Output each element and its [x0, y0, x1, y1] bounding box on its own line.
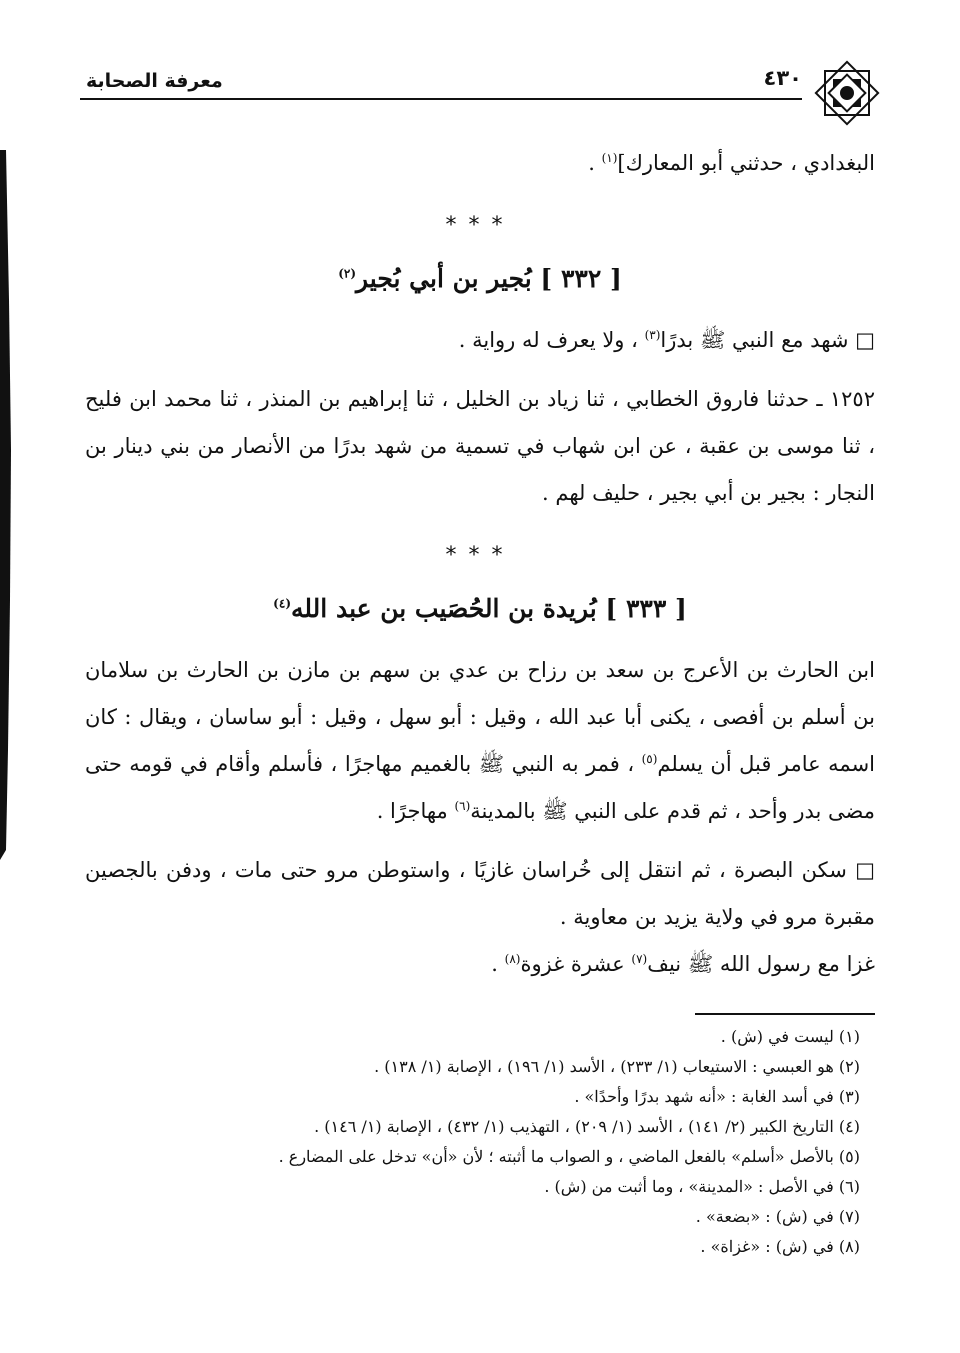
running-title: معرفة الصحابة: [86, 70, 223, 92]
footnote-3: (٣) في أسد الغابة : «أنه شهد بدرًا وأحدًا» .: [574, 1087, 860, 1106]
footnote-2: (٢) هو العبسي : الاستيعاب (١/ ٢٣٣) ، الأسد (١/ ١٩٦) ، الإصابة (١/ ١٣٨) .: [374, 1057, 860, 1076]
entry-title-332: [85, 259, 875, 299]
footnote-6: (٦) في الأصل : «المدينة» ، وما أثبت من (ش) .: [544, 1177, 860, 1196]
continuation-text: البغدادي ، حدثني أبو المعارك]: [617, 151, 875, 175]
footnote-rule: [695, 1013, 875, 1015]
footnote-5: (٥) بالأصل «أسلم» بالفعل الماضي ، و الصواب ما أثبته ؛ لأن «أن» تدخل على المضارع .: [278, 1147, 860, 1166]
entry-333-battles: [85, 941, 875, 988]
footnote-ref: (٤): [273, 596, 291, 611]
footnote-ref: (٢): [338, 266, 357, 281]
entry-title-333: [85, 589, 875, 629]
paragraph-text: غزا مع رسول الله ﷺ نيف: [647, 952, 875, 976]
note-text: □ شهد مع النبي ﷺ بدرًا: [660, 328, 875, 352]
note-text: ، ولا يعرف له رواية .: [458, 328, 645, 352]
paragraph-text: مهاجرًا .: [376, 799, 455, 823]
entry-333-residence: □ سكن البصرة ، ثم انتقل إلى خُراسان غازيًا ، واستوطن مرو حتى مات ، ودفن بالجصين مقبرة مرو في ولاية يزيد بن معاوية .: [85, 858, 875, 929]
continuation-line: [85, 140, 875, 187]
footnote-ref: (٦): [454, 799, 471, 813]
footnote-ref: (٣): [644, 328, 661, 342]
section-separator: ***: [445, 543, 515, 568]
page-number: ٤٣٠: [763, 66, 802, 90]
entry-332-note: [85, 317, 875, 364]
section-separator: ***: [445, 213, 515, 238]
footnote-1: (١) ليست في (ش) .: [720, 1027, 860, 1046]
entry-title-text: [ ٣٣٢ ] بُجير بن أبي بُجير: [356, 264, 622, 293]
header-rule: [80, 98, 802, 100]
page-header: [80, 60, 880, 110]
main-text: [85, 140, 875, 988]
footnotes: [85, 1022, 860, 1262]
scan-edge-shadow: [0, 0, 16, 1353]
ornament-star-icon: [814, 60, 880, 126]
entry-333-lineage: [85, 647, 875, 835]
footnote-4: (٤) التاريخ الكبير (٢/ ١٤١) ، الأسد (١/ ٢٠٩) ، التهذيب (١/ ٤٣٢) ، الإصابة (١/ ١٤٦) .: [314, 1117, 860, 1136]
footnote-ref: (٧): [631, 952, 648, 966]
paragraph-text: عشرة غزوة: [520, 952, 632, 976]
footnote-ref: (١): [601, 151, 618, 165]
paragraph-text: .: [491, 952, 505, 976]
entry-title-text: [ ٣٣٣ ] بُريدة بن الحُصَيب بن عبد الله: [291, 594, 687, 623]
footnote-ref: (٥): [641, 752, 658, 766]
footnote-8: (٨) في (ش) : «غزاة» .: [700, 1237, 860, 1256]
paragraph-text: ، فمر به النبي ﷺ بالغميم مهاجرًا ، فأسلم وأقام في قومه حتى مضى بدر وأحد ، ثم قدم على النبي ﷺ بالمدينة: [85, 752, 875, 823]
continuation-end: .: [588, 151, 602, 175]
hadith-1252: ١٢٥٢ ـ حدثنا فاروق الخطابي ، ثنا زياد بن الخليل ، ثنا إبراهيم بن المنذر ، ثنا محمد ابن فليح ، ثنا موسى بن عقبة ، عن ابن شهاب في تسمية من شهد بدرًا من الأنصار من بني دينار بن النجار : بجير بن أبي بجير ، حليف لهم .: [85, 387, 875, 505]
footnote-ref: (٨): [504, 952, 521, 966]
footnote-7: (٧) في (ش) : «بضعة» .: [695, 1207, 860, 1226]
paragraph-text: ابن الحارث بن الأعرج بن سعد بن رزاح بن عدي بن سهم بن مازن بن الحارث بن سلامان بن أسلم بن أفصى ، يكنى أبا عبد الله ، وقيل : أبو سهل ، وقيل : أبو ساسان ، ويقال : كان اسمه عامر قبل أن يسلم: [85, 658, 875, 776]
